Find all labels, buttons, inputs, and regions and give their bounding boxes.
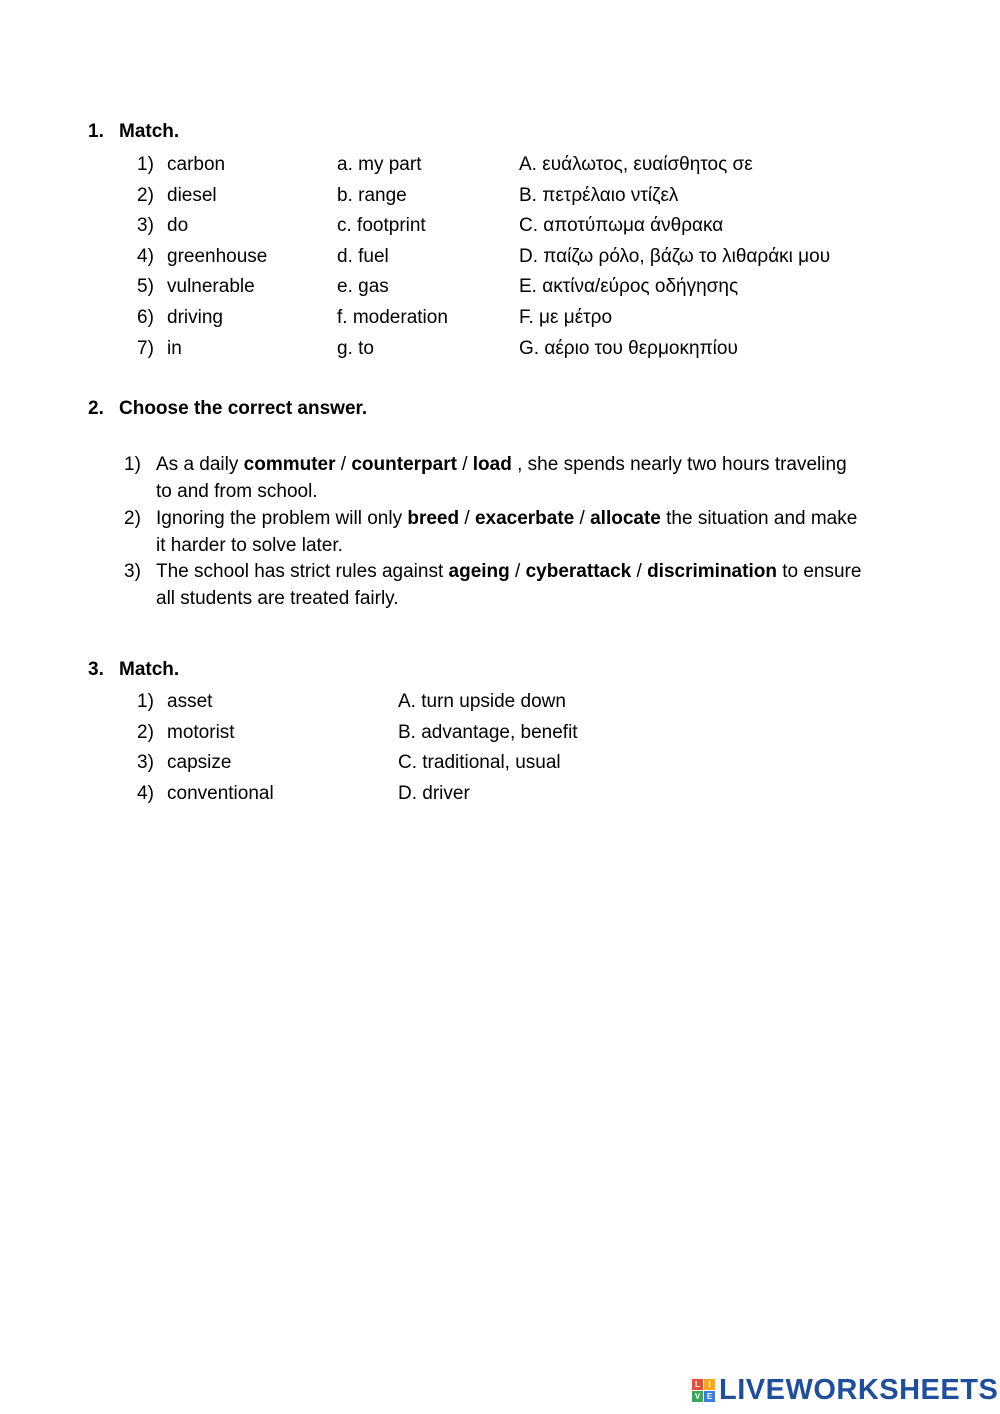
match-greek: G. αέριο του θερμοκηπίου [519,338,738,359]
question [124,505,864,559]
table-row [0,334,1000,364]
logo-mark-icon [692,1379,715,1402]
separator: / [456,454,473,475]
table-row [0,718,1000,748]
match-word: greenhouse [167,246,268,267]
question [124,451,864,505]
exercise-heading: Match. [119,121,180,142]
match-word: diesel [167,185,217,206]
match-word: capsize [167,752,232,773]
item-number: 7) [137,338,154,359]
table-row [0,150,1000,180]
question-text-post: the situation and make it harder to solve later. [156,508,858,556]
question-text-pre: The school has strict rules against [156,561,449,582]
question [124,558,864,612]
answer-option[interactable]: commuter [243,454,336,475]
match-english: g. to [337,338,374,359]
match-greek: C. αποτύπωμα άνθρακα [519,215,724,236]
match-english: f. moderation [337,307,448,328]
exercise-heading: Match. [119,659,180,680]
separator: / [335,454,352,475]
answer-option[interactable]: load [472,454,512,475]
match-english: e. gas [337,276,389,297]
table-row [0,779,1000,809]
liveworksheets-logo [692,1374,998,1406]
question-text [156,505,864,559]
exercise-1-title [88,121,179,143]
match-meaning: B. advantage, benefit [398,722,578,743]
exercise-3-title [88,659,179,681]
match-greek: E. ακτίνα/εύρος οδήγησης [519,276,739,297]
match-english: d. fuel [337,246,389,267]
match-word: conventional [167,783,274,804]
table-row [0,211,1000,241]
answer-option[interactable]: breed [407,508,460,529]
match-word: asset [167,691,213,712]
item-number: 2) [137,722,154,743]
item-number: 3) [137,215,154,236]
item-number: 1) [137,154,154,175]
match-meaning: A. turn upside down [398,691,566,712]
separator: / [574,508,591,529]
exercise-number: 2. [88,398,104,419]
question-number: 3) [124,561,141,582]
question-text [156,451,864,505]
match-word: driving [167,307,223,328]
question-text-pre: Ignoring the problem will only [156,508,408,529]
item-number: 4) [137,783,154,804]
match-word: vulnerable [167,276,255,297]
item-number: 3) [137,752,154,773]
table-row [0,181,1000,211]
item-number: 4) [137,246,154,267]
logo-mark-l: L [692,1379,703,1390]
match-meaning: C. traditional, usual [398,752,561,773]
separator: / [509,561,526,582]
question-number: 1) [124,454,141,475]
question-number: 2) [124,508,141,529]
logo-text: LIVEWORKSHEETS [719,1373,999,1406]
logo-mark-e: E [704,1391,715,1402]
match-greek: B. πετρέλαιο ντίζελ [519,185,679,206]
match-word: carbon [167,154,226,175]
exercise-number: 1. [88,121,104,142]
answer-option[interactable]: allocate [590,508,661,529]
item-number: 6) [137,307,154,328]
answer-option[interactable]: discrimination [647,561,777,582]
answer-option[interactable]: cyberattack [525,561,632,582]
match-word: motorist [167,722,235,743]
item-number: 2) [137,185,154,206]
exercise-2-title [88,398,367,420]
logo-mark-i: I [704,1379,715,1390]
item-number: 5) [137,276,154,297]
question-text-post: , she spends nearly two hours traveling to and from school. [156,454,847,502]
match-word: do [167,215,189,236]
item-number: 1) [137,691,154,712]
answer-option[interactable]: ageing [448,561,510,582]
exercise-number: 3. [88,659,104,680]
table-row [0,687,1000,717]
logo-mark-v: V [692,1391,703,1402]
question-text [156,558,864,612]
exercise-heading: Choose the correct answer. [119,398,368,419]
question-text-post: to ensure all students are treated fairly. [156,561,862,609]
match-greek: D. παίζω ρόλο, βάζω το λιθαράκι μου [519,246,831,267]
question-text-pre: As a daily [156,454,244,475]
match-meaning: D. driver [398,783,470,804]
match-greek: F. με μέτρο [519,307,613,328]
table-row [0,242,1000,272]
match-word: in [167,338,182,359]
separator: / [459,508,475,529]
table-row [0,748,1000,778]
match-english: b. range [337,185,407,206]
match-english: a. my part [337,154,422,175]
table-row [0,303,1000,333]
separator: / [631,561,648,582]
table-row [0,272,1000,302]
answer-option[interactable]: exacerbate [474,508,575,529]
match-greek: A. ευάλωτος, ευαίσθητος σε [519,154,753,175]
answer-option[interactable]: counterpart [351,454,457,475]
match-english: c. footprint [337,215,426,236]
